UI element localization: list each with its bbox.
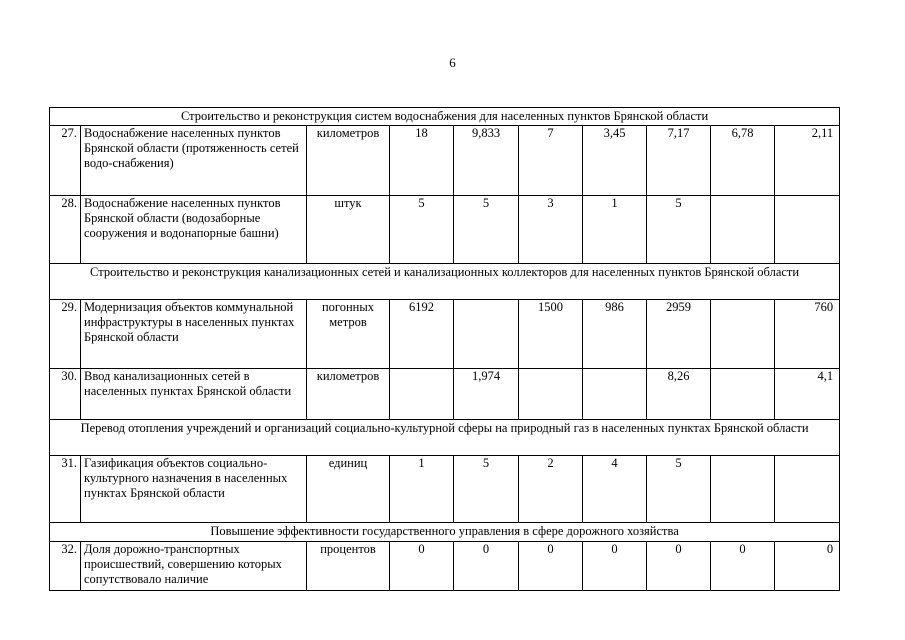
value-cell: 18 bbox=[390, 126, 454, 196]
value-cell: 0 bbox=[647, 542, 711, 591]
value-cell: 1,974 bbox=[454, 369, 519, 420]
value-cell: 1 bbox=[390, 456, 454, 523]
value-cell bbox=[390, 369, 454, 420]
indicator-name: Водоснабжение населенных пунктов Брянской области (протяженность сетей водо-снабжения) bbox=[81, 126, 307, 196]
section-title: Перевод отопления учреждений и организаций социально-культурной сферы на природный газ в населенных пунктах Брянской области bbox=[50, 420, 840, 456]
row-number: 28. bbox=[50, 196, 81, 264]
value-cell bbox=[711, 369, 775, 420]
section-title: Строительство и реконструкция систем водоснабжения для населенных пунктов Брянской области bbox=[50, 108, 840, 126]
value-cell bbox=[711, 456, 775, 523]
indicator-name: Ввод канализационных сетей в населенных пунктах Брянской области bbox=[81, 369, 307, 420]
section-header-row bbox=[50, 108, 840, 126]
value-cell bbox=[711, 196, 775, 264]
indicator-name: Модернизация объектов коммунальной инфраструктуры в населенных пунктах Брянской области bbox=[81, 300, 307, 369]
unit-cell: километров bbox=[307, 126, 390, 196]
value-cell: 0 bbox=[583, 542, 647, 591]
table-row bbox=[50, 542, 840, 591]
value-cell: 1500 bbox=[519, 300, 583, 369]
value-cell: 0 bbox=[454, 542, 519, 591]
value-cell: 0 bbox=[519, 542, 583, 591]
table-row bbox=[50, 369, 840, 420]
section-header-row bbox=[50, 523, 840, 542]
unit-cell: процентов bbox=[307, 542, 390, 591]
value-cell: 5 bbox=[390, 196, 454, 264]
value-cell: 9,833 bbox=[454, 126, 519, 196]
value-cell: 2,11 bbox=[775, 126, 840, 196]
unit-cell: штук bbox=[307, 196, 390, 264]
row-number: 29. bbox=[50, 300, 81, 369]
indicator-name: Водоснабжение населенных пунктов Брянской области (водозаборные сооружения и водонапорные башни) bbox=[81, 196, 307, 264]
value-cell: 7 bbox=[519, 126, 583, 196]
section-title: Повышение эффективности государственного управления в сфере дорожного хозяйства bbox=[50, 523, 840, 542]
section-header-row bbox=[50, 420, 840, 456]
value-cell: 6,78 bbox=[711, 126, 775, 196]
section-title: Строительство и реконструкция канализационных сетей и канализационных коллекторов для населенных пунктов Брянской области bbox=[50, 264, 840, 300]
value-cell: 3 bbox=[519, 196, 583, 264]
value-cell: 4,1 bbox=[775, 369, 840, 420]
value-cell: 1 bbox=[583, 196, 647, 264]
row-number: 27. bbox=[50, 126, 81, 196]
value-cell: 0 bbox=[390, 542, 454, 591]
value-cell: 3,45 bbox=[583, 126, 647, 196]
value-cell: 7,17 bbox=[647, 126, 711, 196]
value-cell: 5 bbox=[454, 456, 519, 523]
value-cell: 4 bbox=[583, 456, 647, 523]
value-cell bbox=[454, 300, 519, 369]
row-number: 30. bbox=[50, 369, 81, 420]
value-cell: 2 bbox=[519, 456, 583, 523]
unit-cell: километров bbox=[307, 369, 390, 420]
table-row bbox=[50, 126, 840, 196]
value-cell: 760 bbox=[775, 300, 840, 369]
value-cell bbox=[775, 196, 840, 264]
value-cell bbox=[775, 456, 840, 523]
section-header-row bbox=[50, 264, 840, 300]
value-cell: 5 bbox=[647, 196, 711, 264]
table-row bbox=[50, 300, 840, 369]
value-cell: 5 bbox=[647, 456, 711, 523]
unit-cell: единиц bbox=[307, 456, 390, 523]
row-number: 31. bbox=[50, 456, 81, 523]
indicators-table bbox=[49, 107, 840, 591]
row-number: 32. bbox=[50, 542, 81, 591]
page-number: 6 bbox=[449, 55, 456, 70]
value-cell: 0 bbox=[711, 542, 775, 591]
table-row bbox=[50, 456, 840, 523]
value-cell bbox=[583, 369, 647, 420]
value-cell: 986 bbox=[583, 300, 647, 369]
value-cell bbox=[711, 300, 775, 369]
table-row bbox=[50, 196, 840, 264]
value-cell: 0 bbox=[775, 542, 840, 591]
indicator-name: Газификация объектов социально-культурного назначения в населенных пунктах Брянской области bbox=[81, 456, 307, 523]
unit-cell: погонных метров bbox=[307, 300, 390, 369]
value-cell: 8,26 bbox=[647, 369, 711, 420]
value-cell: 5 bbox=[454, 196, 519, 264]
indicator-name: Доля дорожно-транспортных происшествий, совершению которых сопутствовало наличие bbox=[81, 542, 307, 591]
value-cell bbox=[519, 369, 583, 420]
value-cell: 6192 bbox=[390, 300, 454, 369]
value-cell: 2959 bbox=[647, 300, 711, 369]
